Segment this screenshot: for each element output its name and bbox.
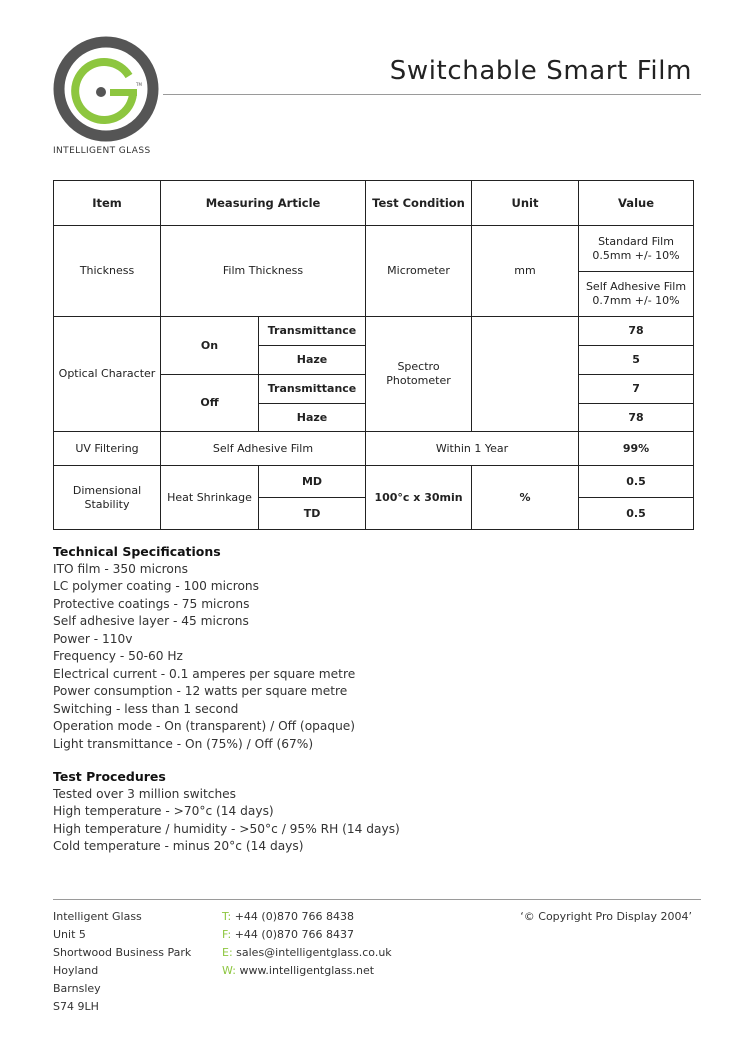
- table-header-row: [54, 181, 694, 226]
- contact-key: W:: [222, 964, 236, 977]
- spec-line: ITO film - 350 microns: [53, 561, 188, 576]
- contact-key: E:: [222, 946, 233, 959]
- contact-email: [222, 944, 392, 962]
- optical-off-haze-label: Haze: [259, 404, 366, 432]
- contact-phone: [222, 908, 392, 926]
- table-row: [54, 432, 694, 466]
- address-line: Shortwood Business Park: [53, 946, 192, 959]
- page-title: Switchable Smart Film: [389, 56, 692, 86]
- thickness-unit: mm: [472, 226, 579, 317]
- dimensional-td-value: 0.5: [579, 498, 694, 530]
- header-unit: Unit: [472, 181, 579, 226]
- copyright: ‘© Copyright Pro Display 2004’: [520, 910, 692, 923]
- spec-line: Electrical current - 0.1 amperes per square metre: [53, 666, 356, 681]
- address-line: Hoyland: [53, 964, 99, 977]
- spec-line: Operation mode - On (transparent) / Off (opaque): [53, 719, 356, 733]
- thickness-value-adhesive: Self Adhesive Film 0.7mm +/- 10%: [579, 272, 694, 317]
- intelligent-glass-logo-icon: [53, 36, 159, 142]
- thickness-article: Film Thickness: [161, 226, 366, 317]
- footer-divider: [53, 899, 701, 900]
- spec-line: Power consumption - 12 watts per square metre: [53, 684, 348, 698]
- optical-item: Optical Character: [54, 317, 161, 432]
- spec-line: Frequency - 50-60 Hz: [53, 649, 183, 663]
- uv-value: 99%: [579, 432, 694, 466]
- dimensional-md-value: 0.5: [579, 466, 694, 498]
- svg-text:TM: TM: [136, 82, 142, 87]
- uv-condition: Within 1 Year: [366, 432, 579, 466]
- test-procedures-heading: Test Procedures: [53, 769, 166, 784]
- contact-value: +44 (0)870 766 8437: [234, 928, 354, 941]
- optical-condition: Spectro Photometer: [366, 317, 472, 432]
- contact-value: www.intelligentglass.net: [239, 964, 375, 977]
- optical-off-haze-value: 78: [579, 404, 694, 432]
- procedure-line: High temperature / humidity - >50°c / 95% RH (14 days): [53, 821, 400, 836]
- thickness-condition: Micrometer: [366, 226, 472, 317]
- test-procedures-section: [53, 768, 400, 856]
- dimensional-td-label: TD: [259, 498, 366, 530]
- address-line: Unit 5: [53, 928, 86, 941]
- footer-contact: [222, 908, 392, 980]
- address-line: S74 9LH: [53, 1000, 99, 1013]
- optical-off: Off: [161, 375, 259, 432]
- optical-on-transmittance-value: 78: [579, 317, 694, 346]
- footer-address: [53, 908, 191, 1016]
- contact-web: [222, 962, 392, 980]
- spec-line: Power - 110v: [53, 631, 133, 646]
- procedure-line: Tested over 3 million switches: [53, 786, 237, 801]
- tech-specs-section: [53, 543, 355, 753]
- optical-on-haze-label: Haze: [259, 346, 366, 375]
- header-test-condition: Test Condition: [366, 181, 472, 226]
- procedure-line: High temperature - >70°c (14 days): [53, 804, 274, 818]
- optical-on-haze-value: 5: [579, 346, 694, 375]
- address-line: Intelligent Glass: [53, 910, 142, 923]
- optical-on: On: [161, 317, 259, 375]
- header-item: Item: [54, 181, 161, 226]
- contact-key: T:: [222, 910, 232, 923]
- spec-line: Protective coatings - 75 microns: [53, 596, 250, 611]
- header-measuring-article: Measuring Article: [161, 181, 366, 226]
- spec-line: Self adhesive layer - 45 microns: [53, 614, 249, 628]
- tech-specs-heading: Technical Specifications: [53, 544, 221, 559]
- procedure-line: Cold temperature - minus 20°c (14 days): [53, 839, 304, 853]
- dimensional-condition: 100°c x 30min: [366, 466, 472, 530]
- logo-text: INTELLIGENT GLASS: [53, 146, 151, 156]
- optical-off-transmittance-label: Transmittance: [259, 375, 366, 404]
- contact-value: sales@intelligentglass.co.uk: [236, 946, 392, 959]
- uv-item: UV Filtering: [54, 432, 161, 466]
- uv-article: Self Adhesive Film: [161, 432, 366, 466]
- contact-key: F:: [222, 928, 232, 941]
- optical-on-transmittance-label: Transmittance: [259, 317, 366, 346]
- dimensional-article: Heat Shrinkage: [161, 466, 259, 530]
- thickness-value-standard: Standard Film 0.5mm +/- 10%: [579, 226, 694, 272]
- spec-line: LC polymer coating - 100 microns: [53, 579, 259, 593]
- table-row: [54, 466, 694, 498]
- optical-off-transmittance-value: 7: [579, 375, 694, 404]
- dimensional-unit: %: [472, 466, 579, 530]
- spec-line: Light transmittance - On (75%) / Off (67%): [53, 736, 314, 751]
- optical-unit: [472, 317, 579, 432]
- dimensional-md-label: MD: [259, 466, 366, 498]
- dimensional-item: Dimensional Stability: [54, 466, 161, 530]
- title-divider: [163, 94, 701, 95]
- spec-line: Switching - less than 1 second: [53, 701, 239, 716]
- thickness-item: Thickness: [54, 226, 161, 317]
- table-row: [54, 226, 694, 272]
- spec-table: [53, 180, 694, 530]
- address-line: Barnsley: [53, 982, 101, 995]
- contact-fax: [222, 926, 392, 944]
- header-value: Value: [579, 181, 694, 226]
- contact-value: +44 (0)870 766 8438: [234, 910, 354, 923]
- table-row: [54, 317, 694, 346]
